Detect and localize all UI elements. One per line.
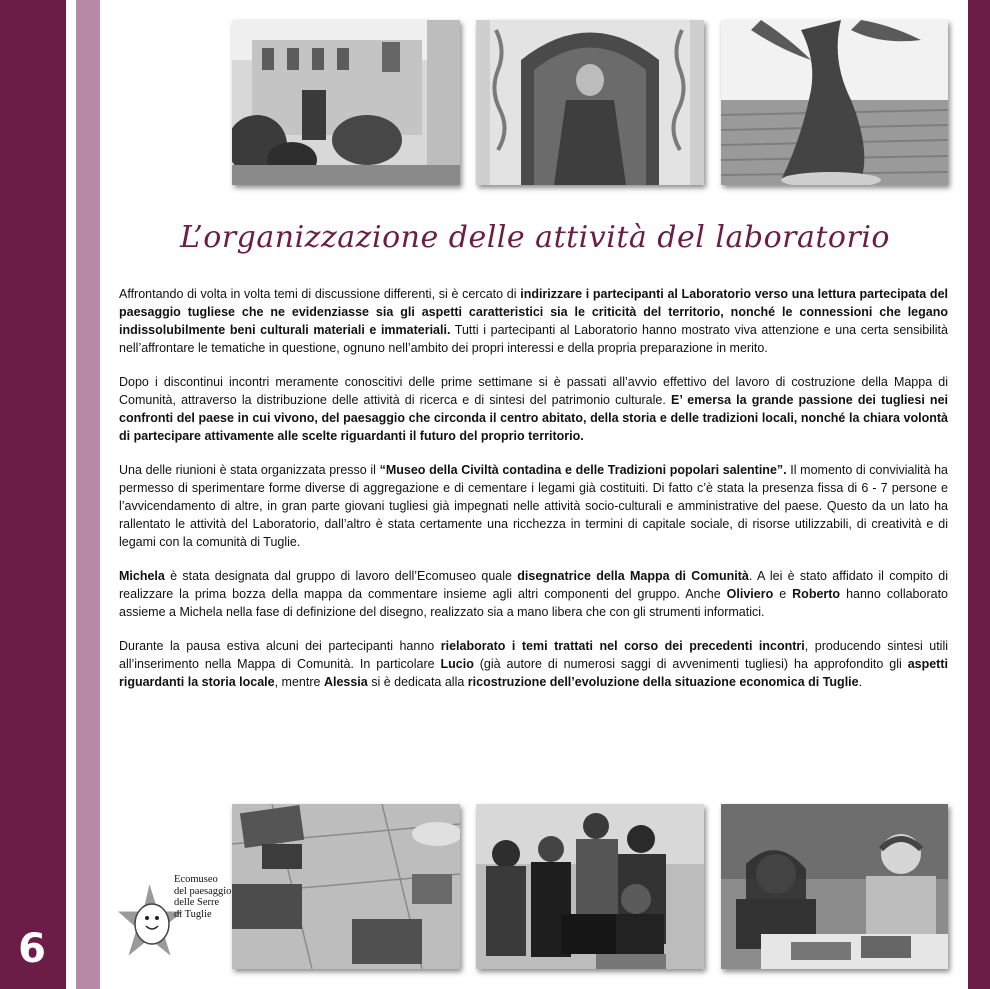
paragraph-segment-bold: Lucio (440, 657, 474, 671)
right-margin-band (968, 0, 990, 989)
paragraph-segment-bold: rielaborato i temi trattati nel corso dei precedenti incontri (440, 639, 805, 653)
courtyard-photo (232, 20, 460, 185)
left-inner-band (76, 0, 100, 989)
map-table-photo (232, 804, 460, 969)
paragraph-segment-bold: Roberto (792, 587, 841, 601)
group-computer-photo (476, 804, 704, 969)
paragraph-segment-bold: Oliviero (726, 587, 774, 601)
paragraph-segment-bold: “Museo della Civiltà contadina e delle Tradizioni popolari salentine”. (379, 463, 787, 477)
paragraph-segment-bold: indirizzare i partecipanti al Laboratorio verso una lettura partecipata del paesaggio tugliese che ne evidenziasse sia gli aspetti caratteristici sia le criticità del territorio, nonché le connessioni che legano indissolubilmente beni culturali materiali e immateriali. (119, 287, 948, 337)
paragraph-segment: Tutti i partecipanti al Laboratorio hanno mostrato viva attenzione e una certa sensibilità nell’affrontare le tematiche in questione, ognuno nell’ambito dei propri interessi e della propria preparazione in merito. (119, 323, 948, 355)
paragraph-4 (119, 567, 948, 621)
map-review-photo (721, 804, 948, 969)
paragraph-1 (119, 285, 948, 357)
paragraph-segment-bold: E’ emersa la grande passione dei tugliesi nei confronti del paese in cui vivono, del paesaggio che circonda il centro abitato, della storia e delle tradizioni locali, nonché la chiara volontà di partecipare attivamente alle scelte riguardanti il futuro del proprio territorio. (119, 393, 948, 443)
logo-text-line: del paesaggio (174, 885, 232, 897)
paragraph-segment: Il momento di convivialità ha permesso di sperimentare forme diverse di aggregazione e di cementare i legami già costituiti. Di fatto c’è stata la presenza fissa di 6 - 7 persone e l’avvicendamento di altre, in gran parte giovani tugliesi già impegnati nelle attività socio-culturali e amministrative del paese. Questo da un lato ha rallentato le attività del Laboratorio, dall’altro è stata certamente una ricchezza in termini di capitale sociale, di risorse utilizzabili, di creatività e di legami con la comunità di Tuglie. (119, 463, 948, 549)
logo-text-line: Ecomuseo (174, 874, 218, 885)
left-margin-band (0, 0, 66, 989)
logo-text-line: delle Serre (174, 897, 220, 908)
paragraph-segment-bold: aspetti riguardanti la storia locale (119, 657, 948, 689)
paragraph-segment: . (858, 675, 863, 689)
fresco-niche-photo (476, 20, 704, 185)
paragraph-segment-bold: Alessia (323, 675, 368, 689)
paragraph-2 (119, 373, 948, 445)
paragraph-segment: Durante la pausa estiva alcuni dei partecipanti hanno (119, 639, 441, 653)
paragraph-segment: Dopo i discontinui incontri meramente conoscitivi delle prime settimane si è passati all’avvio effettivo del lavoro di costruzione della Mappa di Comunità, attraverso la distribuzione delle attività di ricerca e di sintesi del patrimonio culturale. (119, 375, 948, 407)
paragraph-segment: (già autore di numerosi saggi di avvenimenti tugliesi) ha approfondito gli (473, 657, 908, 671)
page-number: 6 (18, 926, 46, 972)
paragraph-segment: Affrontando di volta in volta temi di discussione differenti, si è cercato di (119, 287, 521, 301)
paragraph-segment-bold: ricostruzione dell’evoluzione della situazione economica di Tuglie (467, 675, 859, 689)
paragraph-segment: hanno collaborato assieme a Michela nella fase di definizione del disegno, realizzato sia a mano libera che con gli strumenti informatici. (119, 587, 948, 619)
paragraph-3 (119, 461, 948, 551)
paragraph-segment-bold: Michela (119, 569, 165, 583)
ecomuseo-logo-text (174, 874, 236, 920)
paragraph-5 (119, 637, 948, 691)
paragraph-segment: e (773, 587, 793, 601)
paragraph-segment: Una delle riunioni è stata organizzata presso il (119, 463, 380, 477)
paragraph-segment: si è dedicata alla (367, 675, 468, 689)
paragraph-segment: è stata designata dal gruppo di lavoro dell’Ecomuseo quale (164, 569, 518, 583)
paragraph-segment: , mentre (274, 675, 324, 689)
paragraph-segment: , producendo sintesi utili all’inserimento nella Mappa di Comunità. In particolare (119, 639, 949, 671)
paragraph-segment: . A lei è stato affidato il compito di realizzare la prima bozza della mappa da commentare insieme agli altri componenti del gruppo. Anche (119, 569, 948, 601)
olive-tree-photo (721, 20, 948, 185)
paragraph-segment-bold: disegnatrice della Mappa di Comunità (517, 569, 749, 583)
page-title: L’organizzazione delle attività del laboratorio (180, 220, 890, 255)
logo-text-line: di Tuglie (174, 908, 212, 920)
article-body (119, 285, 948, 707)
